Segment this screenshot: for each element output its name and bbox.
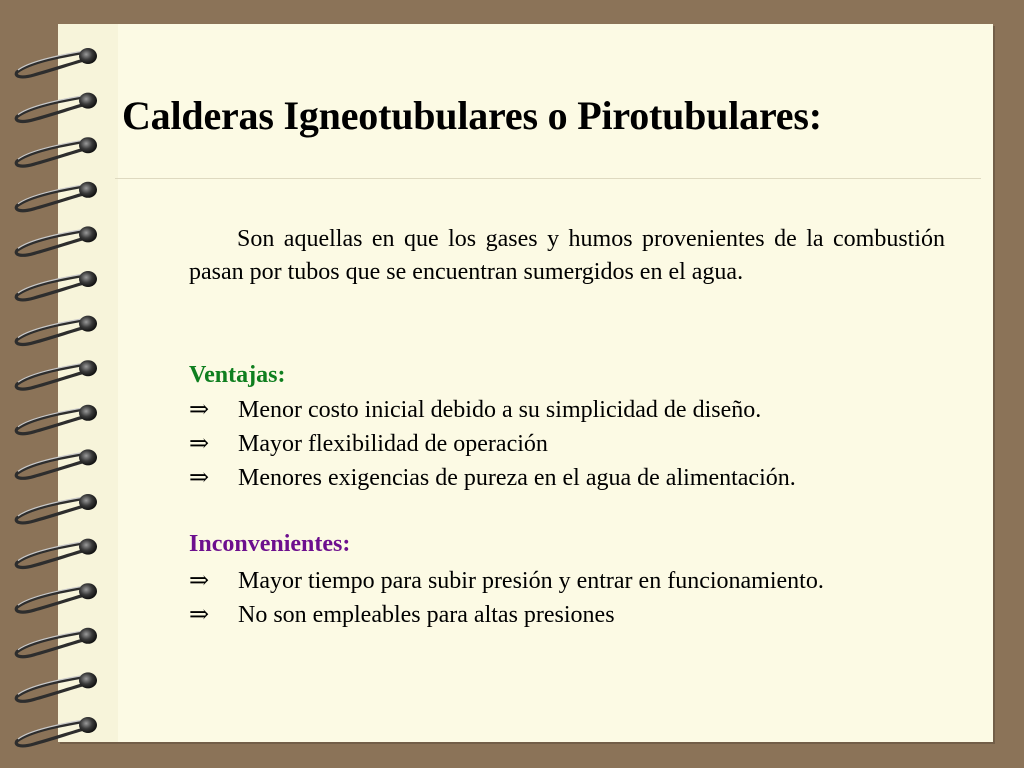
binding-ring: [16, 717, 97, 746]
binding-ring: [16, 137, 97, 166]
spiral-binding-icon: [0, 0, 110, 768]
advantage-text: Mayor flexibilidad de operación: [238, 431, 548, 457]
binding-ring: [16, 271, 97, 300]
binding-ring: [16, 316, 97, 345]
binding-ring: [16, 449, 97, 478]
advantages-heading: Ventajas:: [189, 362, 286, 388]
page-title: Calderas Igneotubulares o Pirotubulares:: [122, 93, 822, 138]
title-divider: [115, 178, 981, 179]
implies-arrow-icon: ⇒: [189, 397, 210, 423]
implies-arrow-icon: ⇒: [189, 602, 210, 628]
advantages-list: [189, 393, 969, 495]
binding-ring: [16, 539, 97, 568]
advantage-text: Menor costo inicial debido a su simplicidad de diseño.: [238, 397, 762, 423]
disadvantage-text: Mayor tiempo para subir presión y entrar en funcionamiento.: [238, 568, 824, 594]
binding-ring: [16, 628, 97, 657]
list-item: [189, 461, 969, 495]
list-item: [189, 564, 969, 598]
binding-ring: [16, 583, 97, 612]
implies-arrow-icon: ⇒: [189, 431, 210, 457]
implies-arrow-icon: ⇒: [189, 465, 210, 491]
binding-ring: [16, 360, 97, 389]
description-paragraph: Son aquellas en que los gases y humos provenientes de la combustión pasan por tubos que se encuentran sumergidos en el agua.: [189, 226, 945, 285]
advantage-text: Menores exigencias de pureza en el agua de alimentación.: [238, 465, 796, 491]
binding-ring: [16, 494, 97, 523]
list-item: [189, 393, 969, 427]
binding-ring: [16, 226, 97, 255]
binding-ring: [16, 405, 97, 434]
disadvantages-heading: Inconvenientes:: [189, 531, 351, 557]
binding-ring: [16, 672, 97, 701]
list-item: [189, 427, 969, 461]
disadvantages-list: [189, 564, 969, 632]
implies-arrow-icon: ⇒: [189, 568, 210, 594]
disadvantage-text: No son empleables para altas presiones: [238, 602, 615, 628]
binding-ring: [16, 48, 97, 77]
list-item: [189, 598, 969, 632]
binding-ring: [16, 93, 97, 122]
binding-ring: [16, 182, 97, 211]
